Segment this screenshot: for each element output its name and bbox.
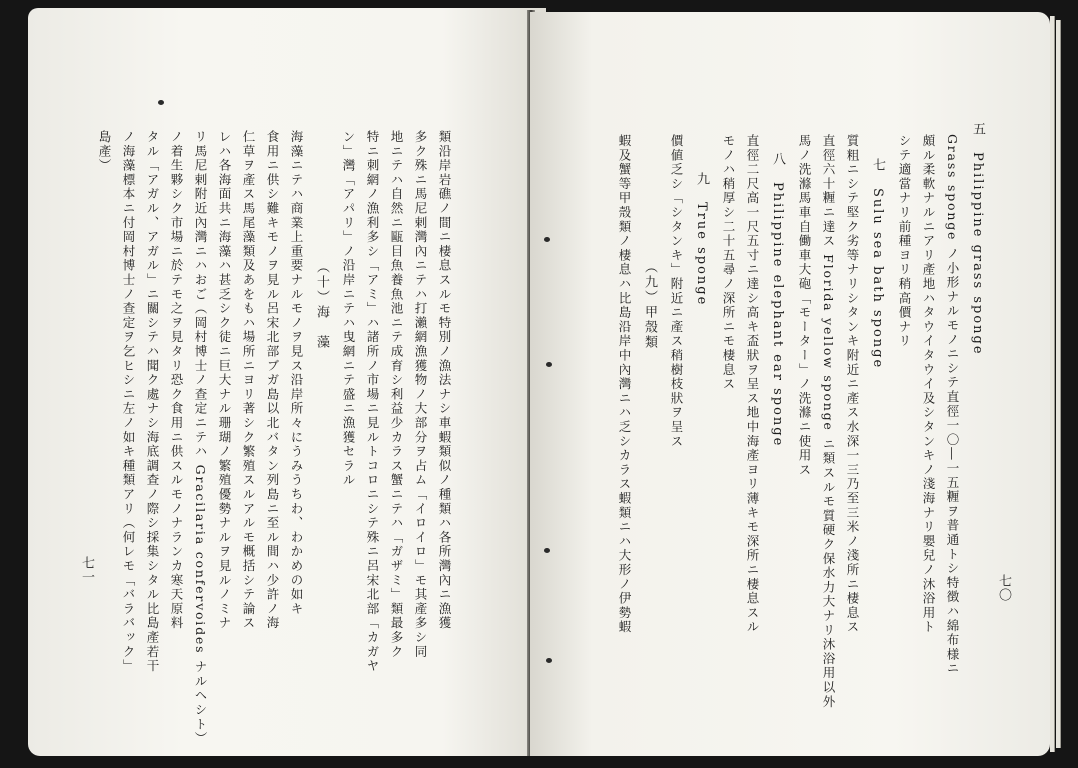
binding-hole bbox=[544, 237, 550, 242]
right-column-1: Grass sponge ノ小形ナルモノニシテ直徑一〇―一五糎ヲ普通トシ特徴ハ綿布様ニ bbox=[945, 134, 960, 676]
left-column-5: ン」灣「アパリ」ノ沿岸ニテハ曳網ニテ盛ニ漁獲セラル bbox=[341, 130, 356, 488]
right-column-6: 馬ノ洗滌馬車自働車大砲「モーター」ノ洗滌ニ使用ス bbox=[797, 134, 812, 478]
section-heading-seaweed: （十）海 藻 bbox=[314, 260, 329, 350]
section-heading-philippine-grass-sponge: 五 Philippine grass sponge bbox=[970, 122, 985, 356]
left-column-7: 食用ニ供シ難キモノヲ見ル呂宋北部ブガ島以北バタン列島ニ至ル間ハ少許ノ海 bbox=[265, 130, 280, 631]
section-heading-true-sponge: 九 True sponge bbox=[694, 172, 709, 307]
section-heading-elephant-ear-sponge: 八 Philippine elephant ear sponge bbox=[770, 152, 785, 448]
right-column-5: 直徑六十糎ニ達ス Florida yellow sponge ニ類スルモ質硬ク保水力大ナリ沐浴用以外 bbox=[821, 134, 836, 710]
binding-hole bbox=[546, 362, 552, 367]
page-edge bbox=[1056, 20, 1061, 748]
right-page bbox=[530, 12, 1050, 756]
left-column-9: レハ各海面共ニ海藻ハ甚乏シク徒ニ巨大ナル珊瑚ノ繁殖優勢ナルヲ見ルノミナ bbox=[217, 130, 232, 631]
left-column-1: 類沿岸岩礁ノ間ニ棲息スルモ特別ノ漁法ナシ車蝦類似ノ種類ハ各所灣內ニ漁獲 bbox=[437, 130, 452, 631]
right-column-10: 蝦及蟹等甲殼類ノ棲息ハ比島沿岸中內灣ニハ乏シカラス蝦類ニハ大形ノ伊勢蝦 bbox=[617, 134, 632, 635]
section-heading-sulu-sea-bath-sponge: 七 Sulu sea bath sponge bbox=[870, 158, 885, 370]
binding-hole bbox=[546, 658, 552, 663]
left-column-2: 多ク殊ニ馬尼剌灣內ニテハ打瀨網漁獲物ノ大部分ヲ占ム「イロイロ」モ其產多シ同 bbox=[413, 130, 428, 660]
left-column-4: 特ニ刺網ノ漁利多シ「アミ」ハ諸所ノ市場ニ見ルトコロニシテ殊ニ呂宋北部「カガヤ bbox=[365, 130, 380, 674]
right-column-9: 價値乏シ「シタンキ」附近ニ產ス稍樹枝狀ヲ呈ス bbox=[669, 134, 684, 449]
ink-dot bbox=[158, 100, 164, 105]
left-column-14: 島產） bbox=[97, 130, 112, 173]
section-heading-crustaceans: （九）甲殼類 bbox=[642, 260, 657, 350]
right-column-3: シテ適當ナリ前種ヨリ稍高價ナリ bbox=[897, 134, 912, 349]
binding-hole bbox=[544, 548, 550, 553]
left-column-10: リ馬尼剌附近內灣ニハおご（岡村博士ノ查定ニテハ Gracilaria confervoides ナルヘシト） bbox=[193, 130, 208, 746]
right-column-4: 質粗ニシテ堅ク劣等ナリシタンキ附近ニ產ス水深一三乃至三米ノ淺所ニ棲息ス bbox=[845, 134, 860, 635]
page-number-right: 七〇 bbox=[996, 574, 1011, 602]
right-column-2: 頗ル柔軟ナルニアリ產地ハタウイタウイ及シタンキノ淺海ナリ嬰兒ノ沐浴用ト bbox=[921, 134, 936, 635]
left-column-12: タル「アガル、アガル」ニ關シテハ聞ク處ナシ海底調查ノ際シ採集シタル比島產若干 bbox=[145, 130, 160, 674]
left-page bbox=[28, 8, 546, 756]
left-column-3: 地ニテハ自然ニ甌目魚養魚池ニテ成育シ利益少カラス蟹ニテハ「ガザミ」類最多ク bbox=[389, 130, 404, 660]
page-edge bbox=[1050, 16, 1055, 752]
left-column-8: 仁草ヲ產ス馬尾藻類及あをもハ場所ニヨリ著シク繁殖スルアルモ概括シテ論ス bbox=[241, 130, 256, 631]
left-column-11: ノ着生夥シク市場ニ於テモ之ヲ見タリ恐ク食用ニ供スルモノナランカ寒天原料 bbox=[169, 130, 184, 631]
right-column-7: 直徑二尺高一尺五寸ニ達シ高キ盃狀ヲ呈ス地中海產ヨリ薄キモ深所ニ棲息スル bbox=[745, 134, 760, 635]
left-column-13: ノ海藻標本ニ付岡村博士ノ查定ヲ乞ヒシニ左ノ如キ種類アリ（何レモ「バラバック」 bbox=[121, 130, 136, 674]
page-number-left: 七一 bbox=[79, 556, 94, 584]
left-column-6: 海藻ニテハ商業上重要ナルモノヲ見ス沿岸所々にうみうちわ、わかめの如キ bbox=[289, 130, 304, 617]
right-column-8: モノハ稍厚シ二十五尋ノ深所ニモ棲息ス bbox=[721, 134, 736, 392]
